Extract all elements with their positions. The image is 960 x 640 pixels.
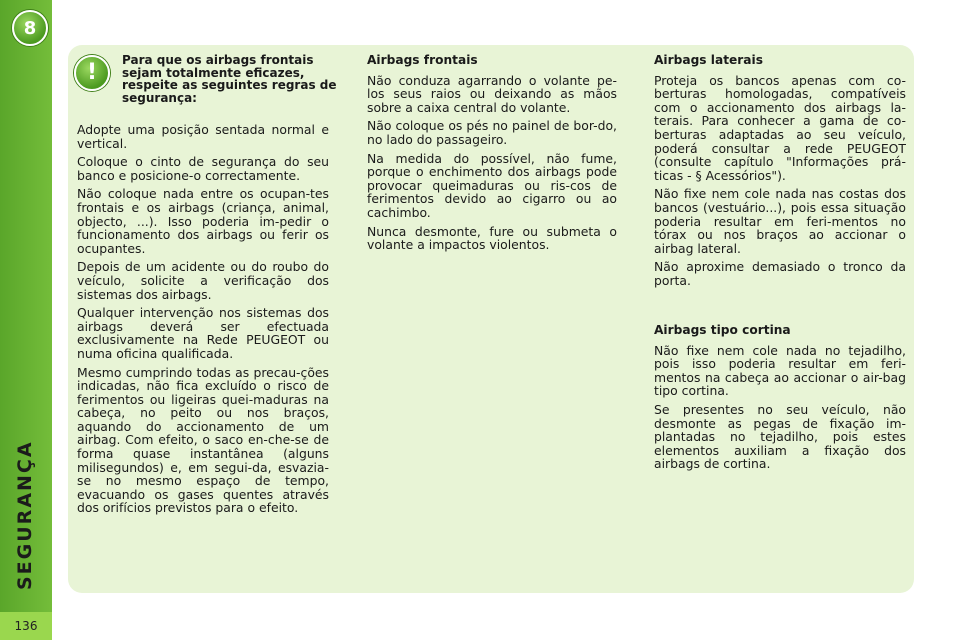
exclamation-glyph: !	[86, 60, 98, 85]
warning-paragraph: Depois de um acidente ou do roubo do veículo, solicite a verificação dos sistemas dos airbags.	[77, 259, 329, 302]
cortina-paragraph: Se presentes no seu veículo, não desmonte as pegas de fixação im-plantadas no tejadilho, pois estes elementos auxiliam a fixação dos airbags de cortina.	[654, 401, 906, 472]
frontais-heading: Airbags frontais	[367, 53, 478, 67]
page-number: 136	[0, 612, 52, 640]
warning-paragraph: Mesmo cumprindo todas as precau-ções indicadas, não fica excluído o risco de ferimentos ou ligeiras quei-maduras na cabeça, no peito ou nos braços, aquando do accionamento de um airbag. Com efeito, o saco en-che-se de forma quase instantânea (alguns milisegundos) e, em segui-da, esvazia-se no mesmo espaço de tempo, evacuando os gases quentes através dos orifícios previstos para o efeito.	[77, 364, 329, 516]
laterais-column	[654, 54, 906, 293]
chapter-badge	[12, 10, 48, 46]
warning-paragraph: Adopte uma posição sentada normal e vertical.	[77, 122, 329, 151]
warning-paragraph: Qualquer intervenção nos sistemas dos airbags deverá ser efectuada exclusivamente na Rede PEUGEOT ou numa oficina qualificada.	[77, 305, 329, 361]
frontais-paragraph: Não coloque os pés no painel de bor-do, no lado do passageiro.	[367, 118, 617, 147]
laterais-heading: Airbags laterais	[654, 53, 763, 67]
warning-paragraph: Não coloque nada entre os ocupan-tes frontais e os airbags (criança, animal, objecto, ...). Isso poderia im-pedir o funcionamento dos airbags ou ferir os ocupantes.	[77, 186, 329, 256]
cortina-paragraph: Não fixe nem cole nada no tejadilho, pois isso poderia resultar em feri-mentos na cabeça ao accionar o air-bag tipo cortina.	[654, 342, 906, 399]
laterais-paragraph: Não aproxime demasiado o tronco da porta.	[654, 259, 906, 288]
cortina-column	[654, 324, 906, 476]
chapter-number: 8	[23, 17, 37, 39]
laterais-paragraph: Não fixe nem cole nada nas costas dos bancos (vestuário...), pois essa situação poderia resultar em feri-mentos no tórax ou nos braços ao accionar o airbag lateral.	[654, 186, 906, 256]
warning-column	[77, 123, 329, 520]
frontais-paragraph: Não conduza agarrando o volante pe-los seus raios ou deixando as mãos sobre a caixa central do volante.	[367, 72, 617, 115]
exclamation-icon	[74, 55, 110, 91]
cortina-heading: Airbags tipo cortina	[654, 323, 791, 337]
frontais-paragraph: Na medida do possível, não fume, porque o enchimento dos airbags pode provocar queimaduras ou ris-cos de ferimentos devido ao cigarro ou ao cachimbo.	[367, 150, 617, 220]
laterais-paragraph: Proteja os bancos apenas com co-berturas homologadas, compatíveis com o accionamento dos airbags la-terais. Para conhecer a gama de co-berturas adaptadas ao seu veículo, poderá consultar a rede PEUGEOT (consulte capítulo "Informações prá-ticas - § Acessórios").	[654, 72, 906, 183]
warning-title: Para que os airbags frontais sejam totalmente eficazes, respeite as seguintes regras de segurança:	[122, 53, 337, 105]
warning-paragraph: Coloque o cinto de segurança do seu banco e posicione-o correctamente.	[77, 154, 329, 183]
section-title: SEGURANÇA	[14, 440, 36, 590]
frontais-column	[367, 54, 617, 257]
frontais-paragraph: Nunca desmonte, fure ou submeta o volante a impactos violentos.	[367, 223, 617, 253]
